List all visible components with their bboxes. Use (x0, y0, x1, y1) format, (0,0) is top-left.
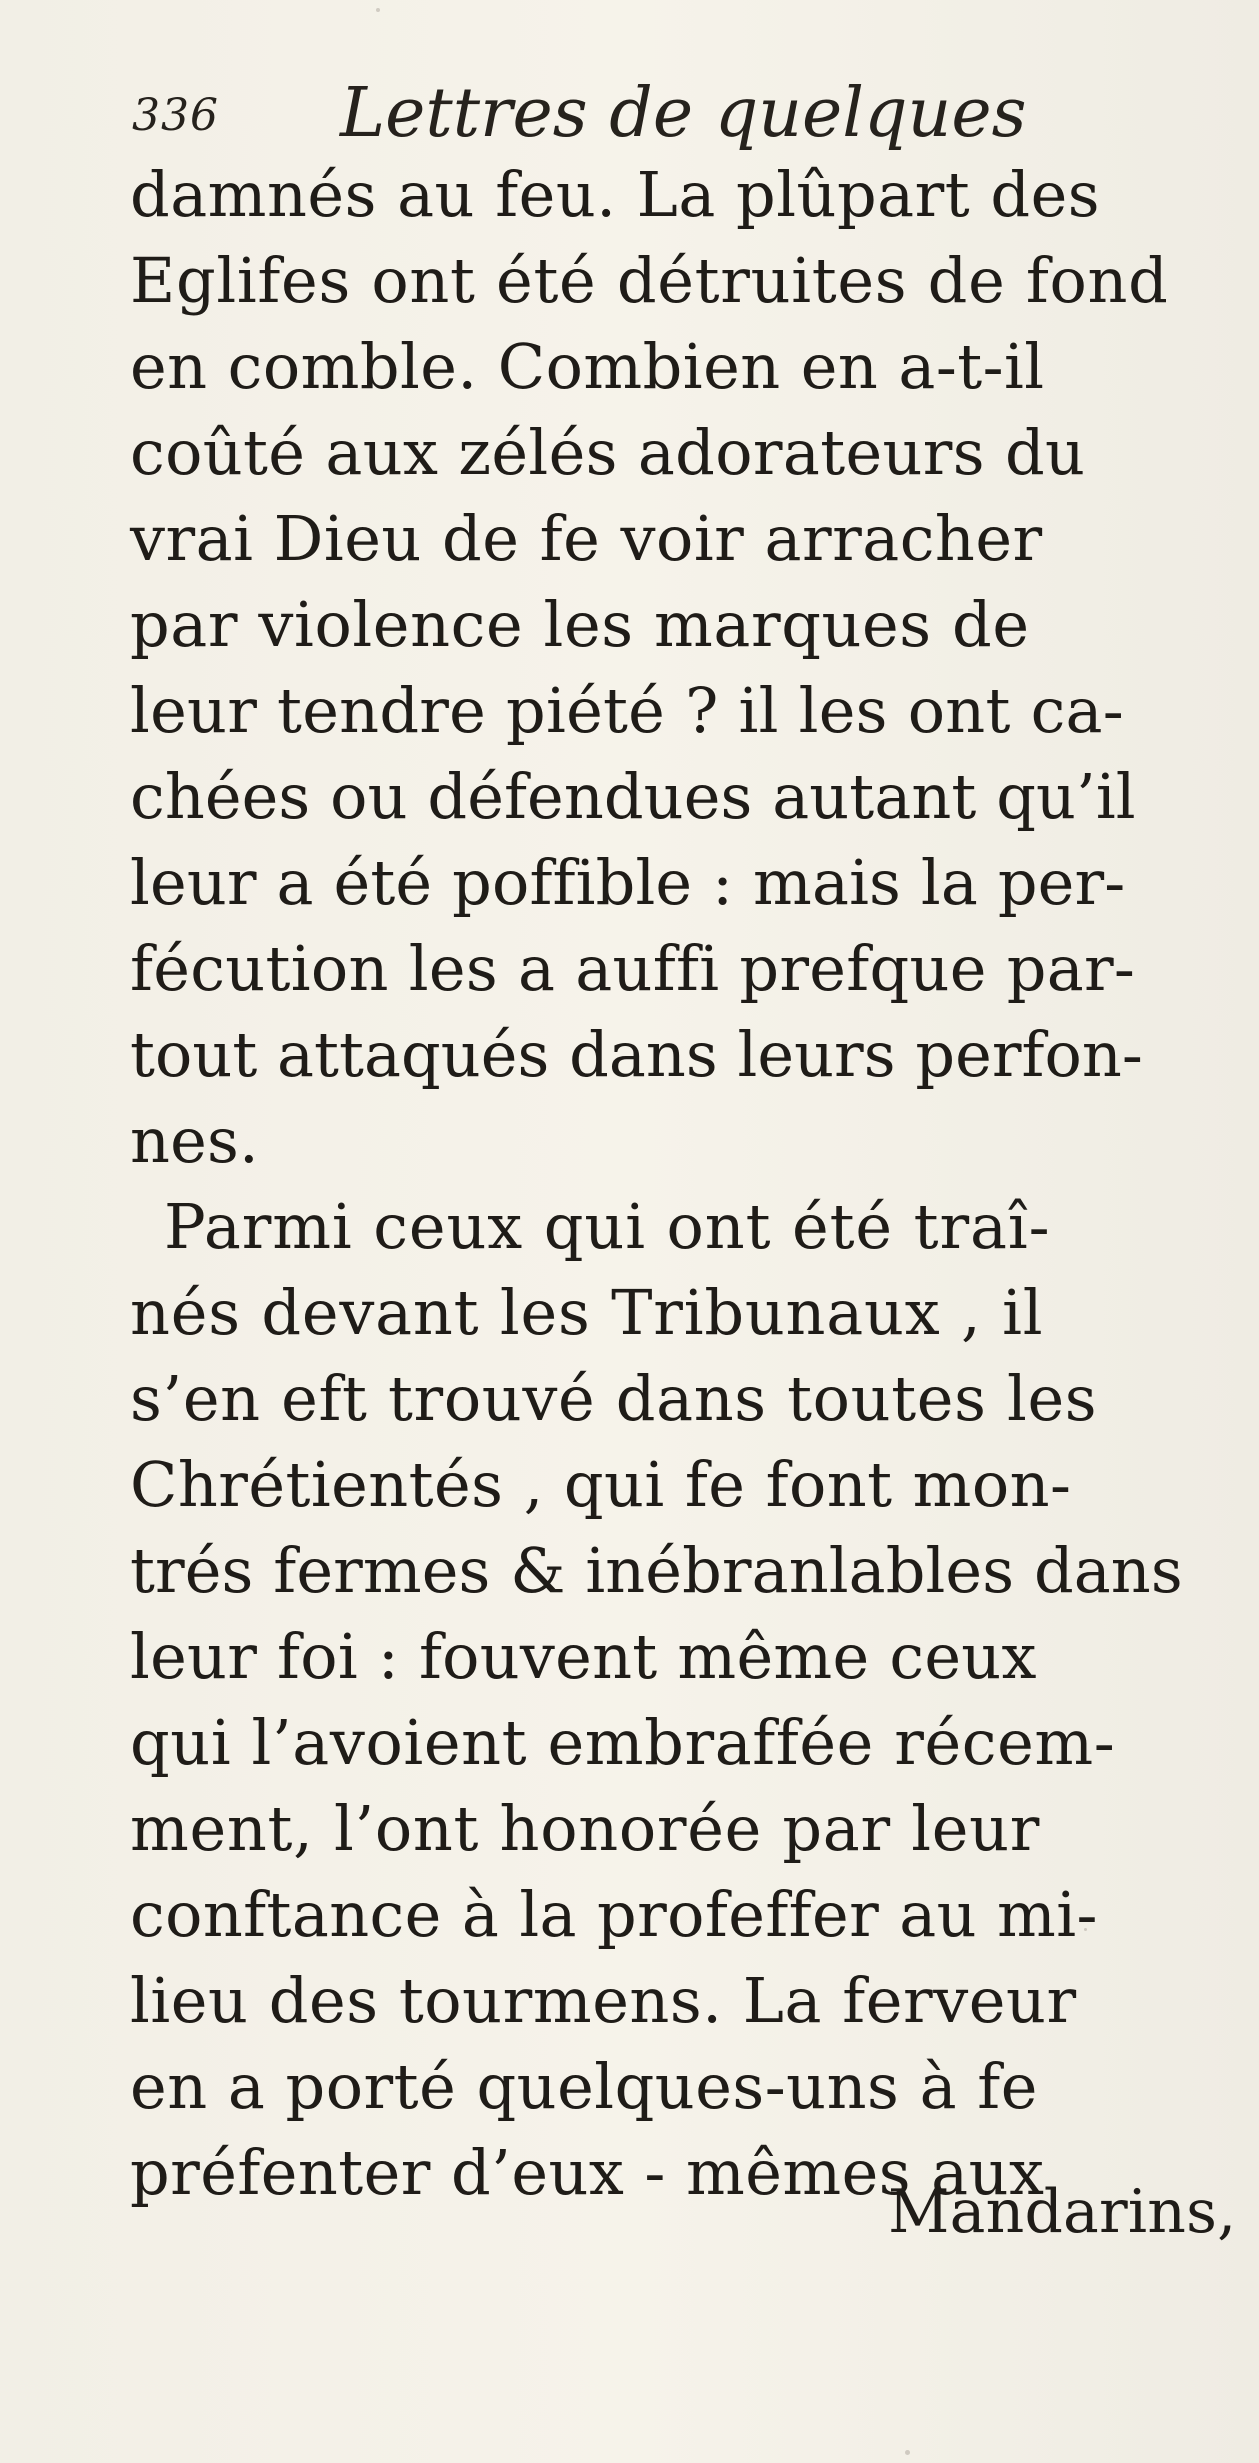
text-line: préfenter d’eux - mêmes aux (130, 2136, 1045, 2209)
page-number: 336 (132, 90, 219, 141)
body-text (130, 152, 1183, 2216)
page-header (0, 0, 1259, 170)
running-title: Lettres de quelques (340, 74, 1027, 153)
text-line: vrai Dieu de fe voir arracher (130, 502, 1043, 575)
text-line: trés fermes & inébranlables dans (130, 1534, 1183, 1607)
text-line: en a porté quelques-uns à fe (130, 2050, 1038, 2123)
text-line: qui l’avoient embraffée récem- (130, 1706, 1116, 1779)
paper-speckle (905, 2450, 910, 2455)
text-line: ment, l’ont honorée par leur (130, 1792, 1041, 1865)
text-line: chées ou défendues autant qu’il (130, 760, 1136, 833)
text-line: leur tendre piété ? il les ont ca- (130, 674, 1124, 747)
text-line: conftance à la profeffer au mi- (130, 1878, 1098, 1951)
text-line: nés devant les Tribunaux , il (130, 1276, 1044, 1349)
catchword: Mandarins, (888, 2177, 1237, 2247)
text-line: lieu des tourmens. La ferveur (130, 1964, 1077, 2037)
text-line: par violence les marques de (130, 588, 1030, 661)
text-line: nes. (130, 1104, 259, 1177)
text-line: damnés au feu. La plûpart des (130, 158, 1101, 231)
text-line: Eglifes ont été détruites de fond (130, 244, 1169, 317)
text-line: fécution les a auffi prefque par- (130, 932, 1136, 1005)
text-line: coûté aux zélés adorateurs du (130, 416, 1086, 489)
text-line: leur foi : fouvent même ceux (130, 1620, 1037, 1693)
paper-speckle (1084, 1928, 1087, 1931)
text-line: s’en eft trouvé dans toutes les (130, 1362, 1098, 1435)
text-line: leur a été poffible : mais la per- (130, 846, 1126, 919)
text-line: Chrétientés , qui fe font mon- (130, 1448, 1072, 1521)
paragraph-start-line: Parmi ceux qui ont été traî- (164, 1190, 1051, 1263)
paper-speckle (376, 8, 380, 12)
text-line: tout attaqués dans leurs perfon- (130, 1018, 1143, 1091)
text-line: en comble. Combien en a-t-il (130, 330, 1045, 403)
